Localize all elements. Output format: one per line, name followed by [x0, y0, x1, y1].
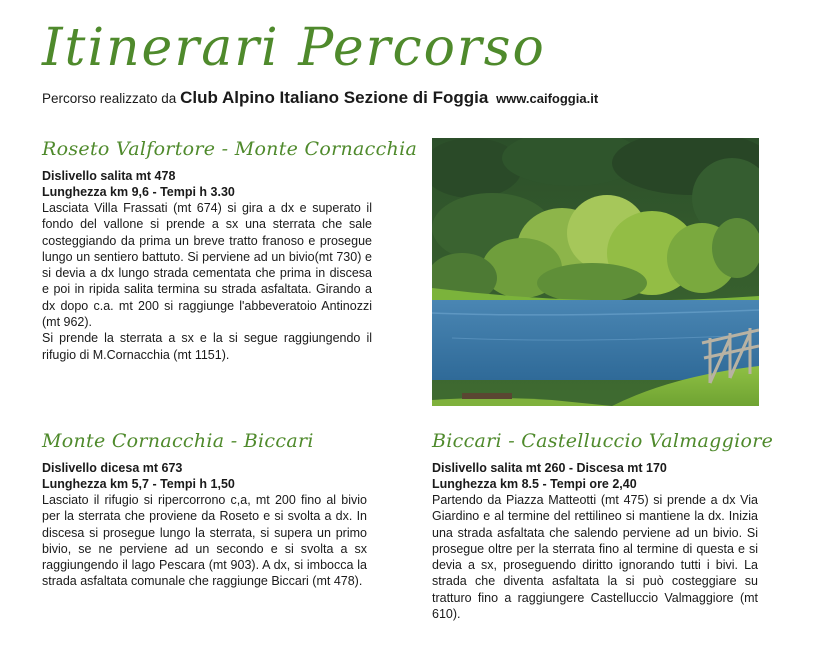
section-elevation: Dislivello salita mt 478 — [42, 169, 176, 183]
section-title: Biccari - Castelluccio Valmaggiore — [432, 430, 774, 452]
section-description: Lasciato il rifugio si ripercorrono c,a, mt 200 fino al bivio per la sterrata che proviene da Roseto e si svolta a dx. In discesa si prosegue lungo la sterrata, si supera un primo bivio, se ne perviene ad un secondo e si svolta a sx raggiungendo il lago Pescara (mt 903). A dx, si imbocca la strada asfaltata comunale che raggiunge Biccari (mt 478). — [42, 493, 367, 589]
section-description: Partendo da Piazza Matteotti (mt 475) si prende a dx Via Giardino e al termine del rettilineo si mantiene la dx. Inizia una strada asfaltata che salendo perviene ad un bivio. Si prosegue oltre per la sterrata fino al termine di questa e si devia a sx, proseguendo diritto ignorando tutti i bivi. La strada che diventa asfaltata la si può costeggiare su tratturo fino a raggiungere Castelluccio Valmaggiore (mt 610). — [432, 493, 758, 622]
section-description: Lasciata Villa Frassati (mt 674) si gira a dx e superato il fondo del vallone si prende a sx una sterrata che sale costeggiando da prima un breve tratto franoso e prosegue lungo un sentiero battuto. Si perviene ad un bivio(mt 730) e si devia a dx lungo strada cementata che prima in discesa e poi in ripida salita termina su strada asfaltata. Girando a dx dopo c.a. mt 200 si raggiunge l'abbeveratoio Antinozzi (mt 962). — [42, 201, 372, 330]
lake-photo — [432, 138, 759, 406]
subtitle-prefix: Percorso realizzato da — [42, 91, 177, 106]
section-elevation: Dislivello salita mt 260 - Discesa mt 170 — [432, 461, 667, 475]
section-length-time: Lunghezza km 5,7 - Tempi h 1,50 — [42, 477, 235, 491]
section-elevation: Dislivello dicesa mt 673 — [42, 461, 183, 475]
section-length-time: Lunghezza km 9,6 - Tempi h 3.30 — [42, 185, 235, 199]
section-roseto-cornacchia — [42, 138, 418, 363]
section-cornacchia-biccari — [42, 430, 367, 590]
section-title: Monte Cornacchia - Biccari — [42, 430, 314, 452]
website-link[interactable]: www.caifoggia.it — [496, 91, 599, 106]
section-title: Roseto Valfortore - Monte Cornacchia — [42, 138, 418, 160]
section-biccari-castelluccio — [432, 430, 774, 622]
page-title: Itinerari Percorso — [42, 18, 546, 78]
section-length-time: Lunghezza km 8.5 - Tempi ore 2,40 — [432, 477, 637, 491]
club-name: Club Alpino Italiano Sezione di Foggia — [180, 88, 489, 107]
lake-landscape-image — [432, 138, 759, 406]
subtitle — [42, 88, 598, 108]
section-description-continued: Si prende la sterrata a sx e la si segue raggiungendo il rifugio di M.Cornacchia (mt 1151). — [42, 331, 372, 362]
